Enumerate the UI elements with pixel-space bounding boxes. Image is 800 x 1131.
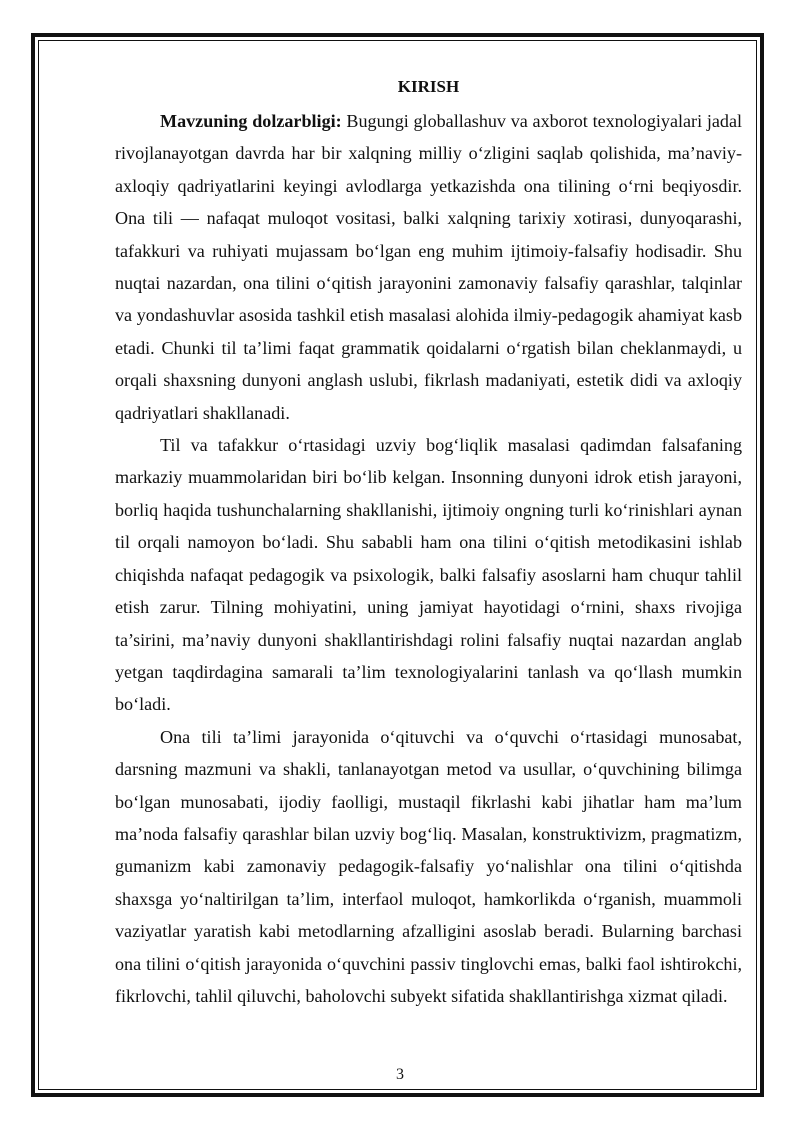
paragraph-teaching-process: Ona tili ta’limi jarayonida o‘qituvchi va o‘quvchi o‘rtasidagi munosabat, darsning mazmuni va shakli, tanlanayotgan metod va usullar, o‘quvchining bilimga bo‘lgan munosabati, ijodiy faolligi, mustaqil fikrlashi kabi jihatlar ham ma’lum ma’noda falsafiy qarashlar bilan uzviy bog‘liq. Masalan, konstruktivizm, pragmatizm, gumanizm kabi zamonaviy pedagogik-falsafiy yo‘nalishlar ona tilini o‘qitishda shaxsga yo‘naltirilgan ta’lim, interfaol muloqot, hamkorlikda o‘rganish, muammoli vaziyatlar yaratish kabi metodlarning afzalligini asoslab beradi. Bularning barchasi ona tilini o‘qitish jarayonida o‘quvchini passiv tinglovchi emas, balki faol ishtirokchi, fikrlovchi, tahlil qiluvchi, baholovchi subyekt sifatida shakllantirishga xizmat qiladi. xyxy=(115,726,742,1006)
page-number: 3 xyxy=(396,1066,404,1083)
paragraph-relevance xyxy=(115,105,742,429)
paragraph-lead-label: Mavzuning dolzarbligi: xyxy=(160,111,342,131)
paragraph-language-thought: Til va tafakkur o‘rtasidagi uzviy bog‘liqlik masalasi qadimdan falsafaning markaziy muammolaridan biri bo‘lib kelgan. Insonning dunyoni idrok etish jarayoni, borliq haqida tushunchalarning shakllanishi, ijtimoiy ongning turli ko‘rinishlari aynan til orqali namoyon bo‘ladi. Shu sababli ham ona tilini o‘qitish metodikasini ishlab chiqishda nafaqat pedagogik va psixologik, balki falsafiy asoslarni ham chuqur tahlil etish zarur. Tilning mohiyatini, uning jamiyat hayotidagi o‘rnini, shaxs rivojiga ta’sirini, ma’naviy dunyoni shakllantirishdagi rolini falsafiy nuqtai nazardan anglab yetgan taqdirdagina samarali ta’lim texnologiyalarini tanlash va qo‘llash mumkin bo‘ladi. xyxy=(115,435,742,715)
section-heading: KIRISH xyxy=(397,77,460,96)
document-body xyxy=(115,74,742,1012)
paragraph-text: Bugungi globallashuv va axborot texnologiyalari jadal rivojlanayotgan davrda har bir xalqning milliy o‘zligini saqlab qolishida, ma’naviy-axloqiy qadriyatlarini keyingi avlodlarga yetkazishda ona tilining o‘rni beqiyosdir. Ona tili — nafaqat muloqot vositasi, balki xalqning tarixiy xotirasi, dunyoqarashi, tafakkuri va ruhiyati mujassam bo‘lgan eng muhim ijtimoiy-falsafiy hodisadir. Shu nuqtai nazardan, ona tilini o‘qitish jarayonini zamonaviy falsafiy qarashlar, talqinlar va yondashuvlar asosida tashkil etish masalasi alohida ilmiy-pedagogik ahamiyat kasb etadi. Chunki til ta’limi faqat grammatik qoidalarni o‘rgatish bilan cheklanmaydi, u orqali shaxsning dunyoni anglash uslubi, fikrlash madaniyati, estetik didi va axloqiy qadriyatlari shakllanadi. xyxy=(115,111,743,423)
